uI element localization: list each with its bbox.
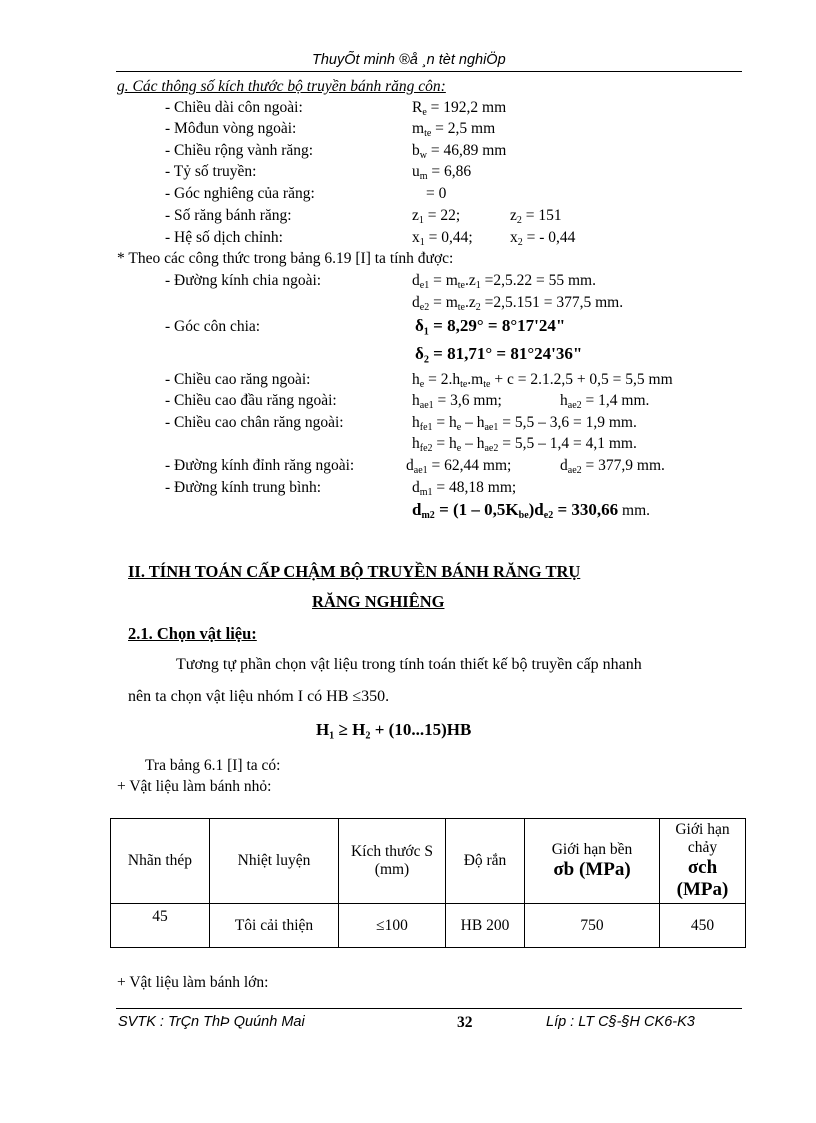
table-cell: 750 (525, 904, 660, 948)
hfe2-formula: $h_{fe2} = h_e - h_{ae2} = 5,5 - 1,4 = 4,1$ mm. (412, 435, 637, 454)
dae-label: - Đường kính đỉnh răng ngoài: (165, 457, 355, 474)
param-value: $z_1 = 22$; (412, 207, 461, 226)
he-formula: $h_e = 2.h_{te}.m_{te} + c = 2.1.2,5 + 0,5 = 5,5$ mm (412, 371, 673, 390)
param-label: - Hệ số dịch chỉnh: (165, 229, 283, 246)
delta-label: - Góc côn chia: (165, 318, 261, 335)
table-header-cell: Nhãn thép (111, 819, 210, 904)
table-header-cell: Giới hạn chảy σch (MPa) (660, 819, 746, 904)
hfe-label: - Chiều cao chân răng ngoài: (165, 414, 344, 431)
header-rule (116, 71, 742, 72)
formula: H₁ ≥ H₂ + (10...15)HB (316, 720, 472, 739)
param-label: - Chiều dài côn ngoài: (165, 99, 303, 116)
table-header-cell: Kích thước S (mm) (339, 819, 446, 904)
de-label: - Đường kính chia ngoài: (165, 272, 322, 289)
paragraph-line: nên ta chọn vật liệu nhóm I có HB ≤350. (128, 688, 390, 705)
subsection-heading: 2.1. Chọn vật liệu: (128, 624, 257, 643)
param-value-2: $x_2$ = - 0,44 (510, 229, 576, 248)
small-gear-heading: + Vật liệu làm bánh nhỏ: (117, 778, 272, 795)
de2-formula: $d_{e2} = m_{te}.z_2 =2,5.151 = 377,5$ mm. (412, 294, 624, 313)
table-cell: 450 (660, 904, 746, 948)
footer-class: Líp : LT C§-§H CK6-K3 (546, 1014, 695, 1030)
param-label: - Tỷ số truyền: (165, 163, 257, 180)
he-label: - Chiều cao răng ngoài: (165, 371, 311, 388)
table-row (111, 904, 746, 948)
param-value: = 0 (426, 185, 447, 202)
table-cell: HB 200 (446, 904, 525, 948)
hae1-formula: $h_{ae1} = 3,6$ mm; (412, 392, 502, 411)
param-value: $m_{te} = 2,5$ mm (412, 120, 496, 139)
dae1-formula: $d_{ae1} = 62,44$ mm; (406, 457, 512, 476)
dm1-formula: $d_{m1} = 48,18$ mm; (412, 479, 517, 498)
de1-formula: $d_{e1} = m_{te}.z_1 =2,5.22 = 55$ mm. (412, 272, 596, 291)
dm-label: - Đường kính trung bình: (165, 479, 322, 496)
page-number: 32 (457, 1014, 473, 1031)
param-label: - Môđun vòng ngoài: (165, 120, 297, 137)
footer-author: SVTK : TrÇn ThÞ Quúnh Mai (118, 1014, 305, 1030)
param-value-2: $z_2 = 151$ (510, 207, 562, 226)
param-value: $u_m = 6,86$ (412, 163, 472, 182)
table-header-cell: Độ rắn (446, 819, 525, 904)
section-ii-title: II. TÍNH TOÁN CẤP CHẬM BỘ TRUYỀN BÁNH RĂNG TRỤ (128, 562, 581, 581)
param-label: - Chiều rộng vành răng: (165, 142, 314, 159)
table-cell: 45 (111, 904, 210, 948)
calc-intro: * Theo các công thức trong bảng 6.19 [I] ta tính được: (117, 250, 454, 267)
delta2-formula: δ₂ = 81,71° = 81°24'36" (415, 344, 583, 363)
hae2-formula: $h_{ae2} = 1,4$ mm. (560, 392, 650, 411)
material-table (110, 818, 746, 948)
lookup-text: Tra bảng 6.1 [I] ta có: (145, 757, 281, 774)
dae2-formula: $d_{ae2} = 377,9$ mm. (560, 457, 665, 476)
table-header-cell: Nhiệt luyện (210, 819, 339, 904)
table-cell: ≤100 (339, 904, 446, 948)
hae-label: - Chiều cao đầu răng ngoài: (165, 392, 337, 409)
param-value: $R_e = 192,2$ mm (412, 99, 507, 118)
large-gear-heading: + Vật liệu làm bánh lớn: (117, 974, 269, 991)
footer-rule (116, 1008, 742, 1009)
param-label: - Số răng bánh răng: (165, 207, 292, 224)
header-title: ThuyÕt minh ®å ¸n tèt nghiÖp (312, 52, 506, 68)
section-ii-title-line2: RĂNG NGHIÊNG (312, 592, 445, 611)
param-label: - Góc nghiêng của răng: (165, 185, 315, 202)
table-cell: Tôi cải thiện (210, 904, 339, 948)
section-g-heading: g. Các thông số kích thước bộ truyền bánh răng côn: (117, 78, 446, 95)
hfe1-formula: $h_{fe1} = h_e - h_{ae1} = 5,5 - 3,6 = 1,9$ mm. (412, 414, 637, 433)
delta1-formula: δ₁ = 8,29° = 8°17'24" (415, 316, 566, 335)
paragraph-line: Tương tự phần chọn vật liệu trong tính toán thiết kế bộ truyền cấp nhanh (176, 656, 642, 673)
dm2-formula: $d_{m2} = (1 - 0,5K_{be})d_{e2} = 330,66$ mm. (412, 500, 651, 521)
param-value: $x_1 = 0,44$; (412, 229, 473, 248)
table-header-cell: Giới hạn bền σb (MPa) (525, 819, 660, 904)
table-header-row (111, 819, 746, 904)
param-value: $b_w = 46,89$ mm (412, 142, 507, 161)
